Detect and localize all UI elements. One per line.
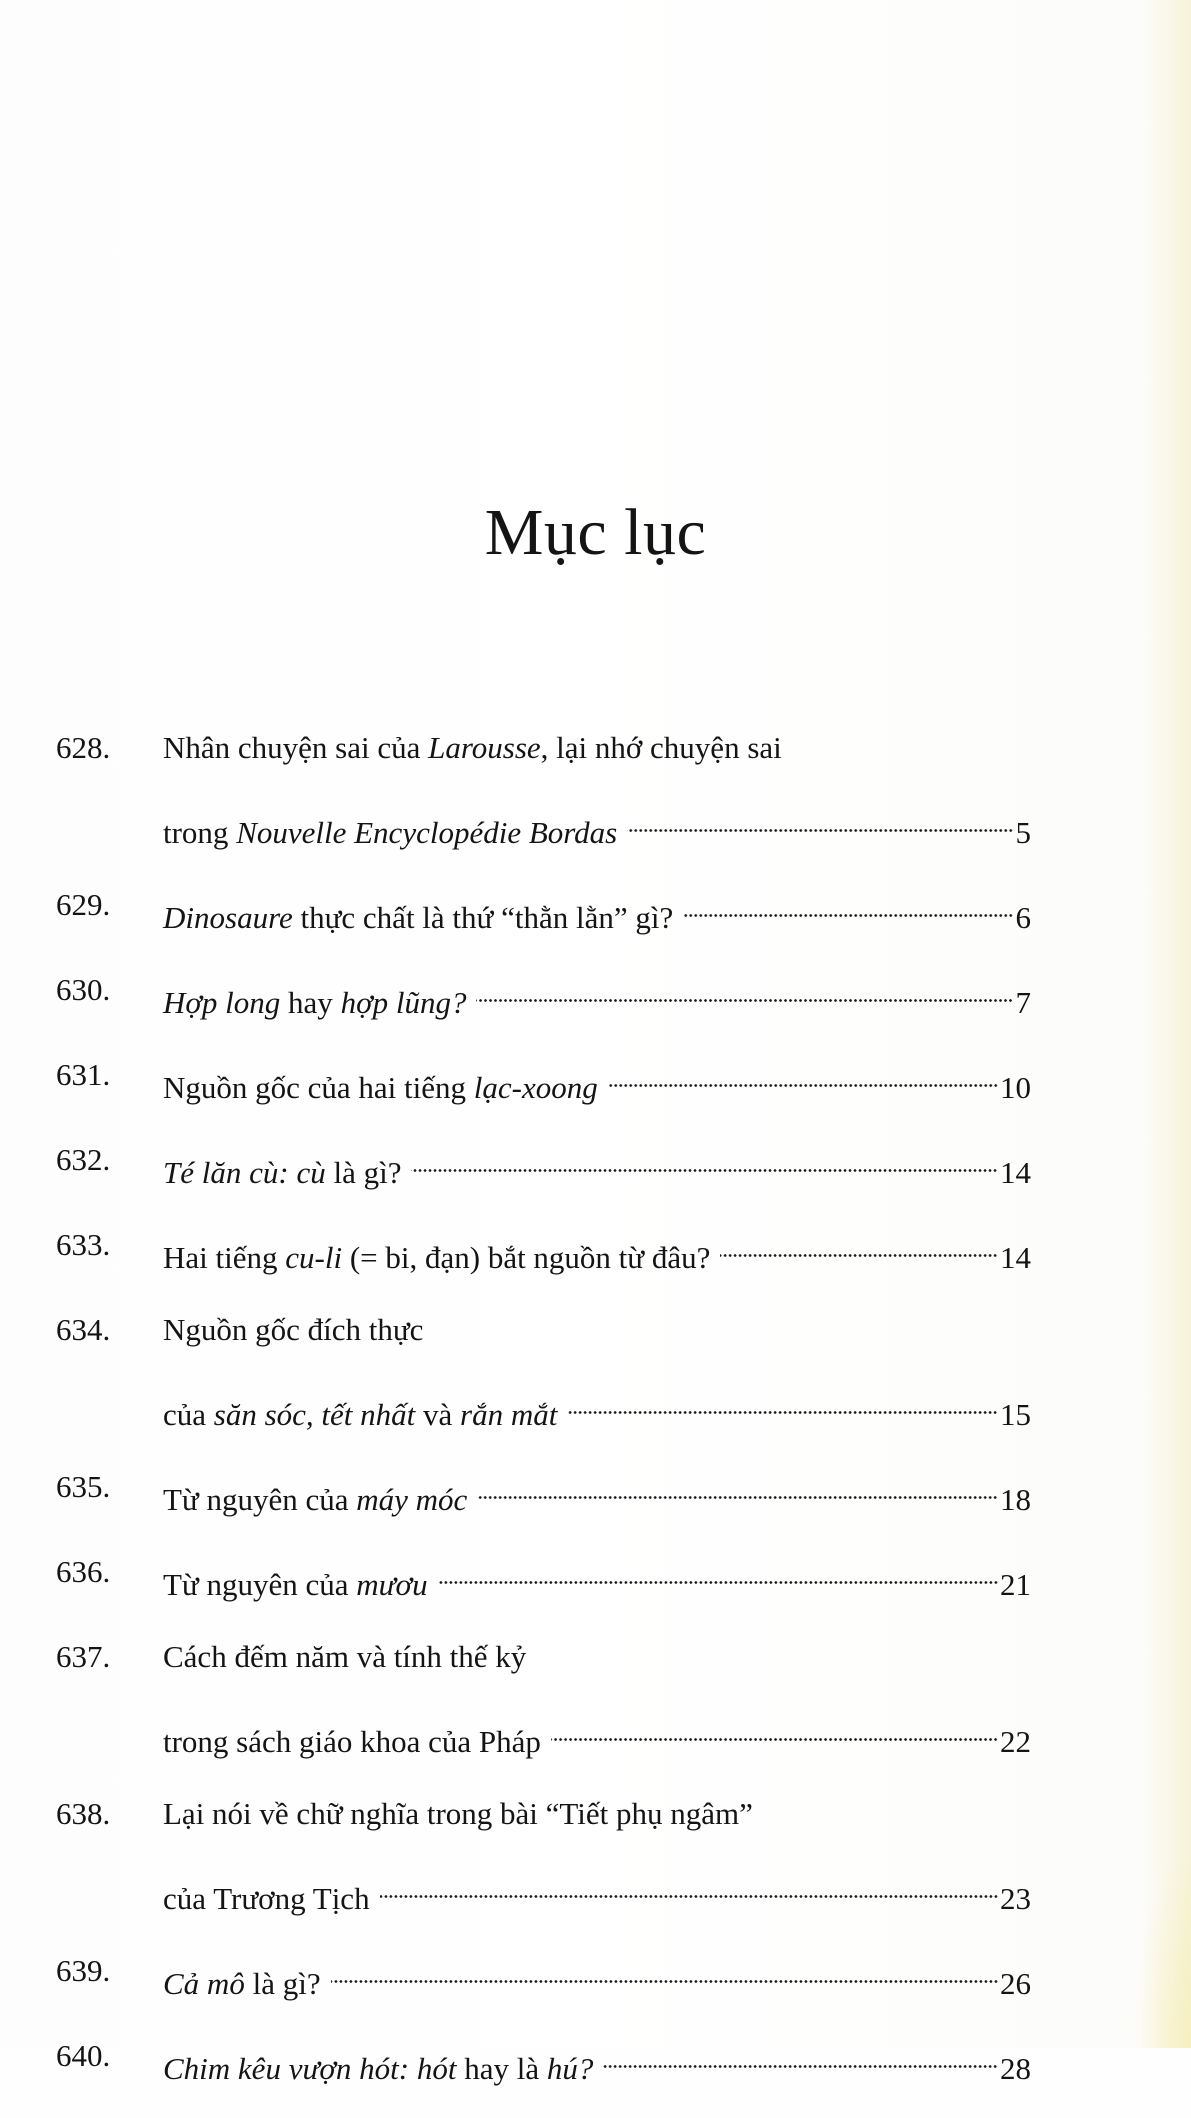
entry-title-text [163, 895, 673, 941]
italic-term: mươu [356, 1567, 428, 1602]
entry-number: 630. [56, 972, 111, 1007]
title-text-segment: hay [280, 985, 341, 1020]
title-text-segment: thực chất là thứ “thằn lằn” gì? [292, 900, 674, 935]
entry-title-line [163, 725, 1031, 771]
page-number: 26 [1000, 1966, 1031, 2001]
page-number: 14 [1000, 1240, 1031, 1275]
title-text-segment: , lại nhớ chuyện sai [540, 730, 782, 765]
dot-leader [567, 1379, 998, 1425]
entry-title [163, 2033, 1031, 2092]
entry-title-text [163, 810, 617, 856]
entry-title-text [163, 1235, 710, 1281]
italic-term: Chim kêu vượn hót: hót [163, 2051, 457, 2086]
entry-number: 637. [56, 1639, 111, 1674]
title-text-segment: và [415, 1397, 461, 1432]
page-number: 18 [1000, 1482, 1031, 1517]
italic-term: hợp lũng? [340, 985, 467, 1020]
dot-leader [411, 1137, 998, 1183]
toc-entry[interactable] [56, 1549, 1031, 1608]
toc-entry[interactable] [56, 1464, 1031, 1523]
entry-title-text [163, 1392, 557, 1438]
entry-number: 635. [56, 1469, 111, 1504]
entry-title-line [163, 1791, 1031, 1837]
entry-title [163, 1222, 1031, 1281]
italic-term: Larousse [428, 730, 541, 765]
page-number: 6 [1015, 900, 1031, 935]
page-number: 15 [1000, 1397, 1031, 1432]
dot-leader [380, 1863, 998, 1909]
entry-number: 638. [56, 1796, 111, 1831]
dot-leader [608, 1052, 998, 1098]
entry-title-text [163, 1150, 401, 1196]
table-of-contents [56, 725, 1031, 2118]
entry-title-line [163, 1222, 1031, 1281]
title-text-segment: Nhân chuyện sai của [163, 730, 429, 765]
entry-number: 629. [56, 887, 111, 922]
italic-term: rắn mắt [460, 1397, 558, 1432]
entry-title-line [163, 1634, 1031, 1680]
title-text-segment: Cách đếm năm và tính thế kỷ [163, 1639, 527, 1674]
dot-leader [477, 1464, 998, 1510]
page-number: 10 [1000, 1070, 1031, 1105]
page-number: 5 [1015, 815, 1031, 850]
title-text-segment: Từ nguyên của [163, 1567, 357, 1602]
toc-entry[interactable] [56, 1052, 1031, 1111]
italic-term: lạc-xoong [473, 1070, 598, 1105]
title-text-segment: trong sách giáo khoa của Pháp [163, 1724, 541, 1759]
italic-term: Té lăn cù: cù [163, 1155, 326, 1190]
title-text-segment: (= bi, đạn) bắt nguồn từ đâu? [342, 1240, 711, 1275]
entry-title [163, 967, 1031, 1026]
entry-title-line [163, 1863, 1031, 1922]
toc-entry[interactable] [56, 1222, 1031, 1281]
entry-title-line [163, 1706, 1031, 1765]
entry-title [163, 1791, 1031, 1922]
entry-title [163, 1137, 1031, 1196]
entry-title-line [163, 1307, 1031, 1353]
entry-title [163, 882, 1031, 941]
dot-leader [627, 797, 1013, 843]
entry-title [163, 725, 1031, 856]
italic-term: Nouvelle Encyclopédie Bordas [236, 815, 618, 850]
entry-title-line [163, 967, 1031, 1026]
title-text-segment: của [163, 1397, 214, 1432]
entry-title-text [163, 1634, 526, 1680]
toc-entry[interactable] [56, 882, 1031, 941]
italic-term: Dinosaure [163, 900, 293, 935]
entry-title-line [163, 1948, 1031, 2007]
entry-title-line [163, 1549, 1031, 1608]
entry-number: 633. [56, 1227, 111, 1262]
entry-number: 631. [56, 1057, 111, 1092]
toc-entry[interactable] [56, 1137, 1031, 1196]
entry-title-line [163, 1464, 1031, 1523]
entry-title-text [163, 1791, 753, 1837]
toc-entry[interactable] [56, 967, 1031, 1026]
entry-title-text [163, 980, 466, 1026]
page-number: 28 [1000, 2051, 1031, 2086]
entry-number: 636. [56, 1554, 111, 1589]
dot-leader [438, 1549, 998, 1595]
entry-title-line [163, 797, 1031, 856]
entry-number: 628. [56, 730, 111, 765]
entry-title-text [163, 1876, 370, 1922]
entry-title-text [163, 725, 782, 771]
entry-title-text [163, 1307, 423, 1353]
italic-term: Hợp long [163, 985, 281, 1020]
title-text-segment: Lại nói về chữ nghĩa trong bài “Tiết phụ ngâm” [163, 1796, 753, 1831]
page-number: 21 [1000, 1567, 1031, 1602]
entry-title-text [163, 1477, 467, 1523]
entry-title [163, 1634, 1031, 1765]
entry-title-text [163, 1961, 321, 2007]
entry-title [163, 1307, 1031, 1438]
page-number: 7 [1015, 985, 1031, 1020]
italic-term: hú? [546, 2051, 594, 2086]
page-number: 22 [1000, 1724, 1031, 1759]
toc-entry[interactable] [56, 1791, 1031, 1922]
dot-leader [683, 882, 1013, 928]
page-edge-tint [1131, 1848, 1191, 2048]
page-number: 14 [1000, 1155, 1031, 1190]
entry-title-line [163, 882, 1031, 941]
title-text-segment: Từ nguyên của [163, 1482, 357, 1517]
italic-term: săn sóc, tết nhất [213, 1397, 416, 1432]
toc-entry[interactable] [56, 1634, 1031, 1765]
entry-title-line [163, 2033, 1031, 2092]
entry-title-text [163, 1065, 598, 1111]
title-text-segment: Hai tiếng [163, 1240, 286, 1275]
dot-leader [720, 1222, 998, 1268]
entry-title [163, 1948, 1031, 2007]
title-text-segment: Nguồn gốc đích thực [163, 1312, 424, 1347]
title-text-segment: là gì? [325, 1155, 402, 1190]
title-text-segment: trong [163, 815, 237, 850]
dot-leader [476, 967, 1013, 1013]
italic-term: Cả mô [163, 1966, 245, 2001]
toc-entry[interactable] [56, 1307, 1031, 1438]
title-text-segment: là gì? [244, 1966, 321, 2001]
dot-leader [331, 1948, 998, 1994]
title-text-segment: của Trương Tịch [163, 1881, 370, 1916]
title-text-segment: hay là [456, 2051, 547, 2086]
entry-number: 639. [56, 1953, 111, 1988]
dot-leader [603, 2033, 998, 2079]
italic-term: cu-li [285, 1240, 343, 1275]
italic-term: máy móc [356, 1482, 468, 1517]
entry-title-text [163, 2046, 593, 2092]
entry-title [163, 1549, 1031, 1608]
dot-leader [551, 1706, 998, 1752]
toc-entry[interactable] [56, 2033, 1031, 2092]
entry-title-text [163, 1719, 541, 1765]
toc-entry[interactable] [56, 1948, 1031, 2007]
entry-title-line [163, 1052, 1031, 1111]
title-text-segment: Nguồn gốc của hai tiếng [163, 1070, 474, 1105]
page-title: Mục lục [484, 496, 707, 569]
entry-title [163, 1052, 1031, 1111]
entry-title-line [163, 1137, 1031, 1196]
entry-title [163, 1464, 1031, 1523]
entry-number: 640. [56, 2038, 111, 2073]
entry-number: 634. [56, 1312, 111, 1347]
entry-title-text [163, 1562, 428, 1608]
page-number: 23 [1000, 1881, 1031, 1916]
toc-entry[interactable] [56, 725, 1031, 856]
entry-number: 632. [56, 1142, 111, 1177]
entry-title-line [163, 1379, 1031, 1438]
